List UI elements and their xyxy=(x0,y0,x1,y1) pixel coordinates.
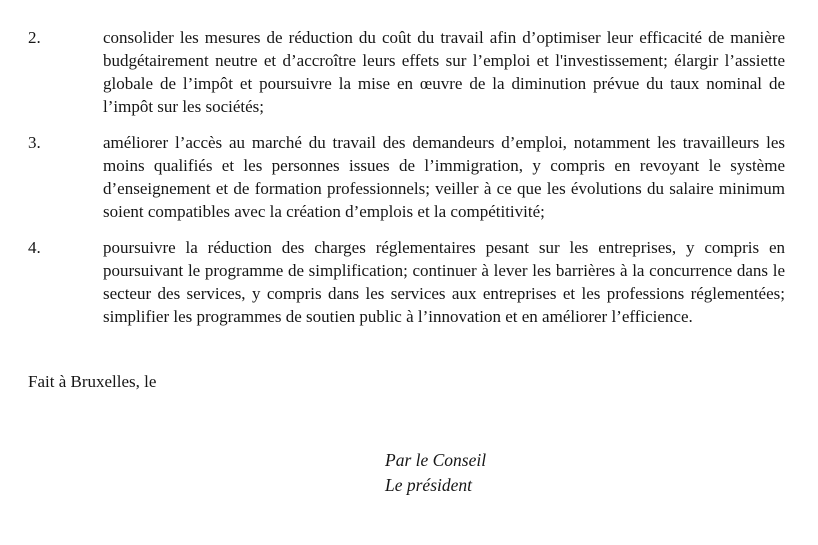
signature-line-president: Le président xyxy=(385,475,473,495)
item-number: 4. xyxy=(28,238,41,257)
item-text: améliorer l’accès au marché du travail des demandeurs d’emploi, notamment les travailleurs les moins qualifiés et les personnes issues de l’immigration, y compris en revoyant le système d’enseignement et de formation professionnels; veiller à ce que les évolutions du salaire minimum soient compatibles avec la création d’emplois et la compétitivité; xyxy=(103,133,785,221)
item-text: poursuivre la réduction des charges réglementaires pesant sur les entreprises, y compris en poursuivant le programme de simplification; continuer à lever les barrières à la concurrence dans le secteur des services, y compris dans les services aux entreprises et les professions réglementées; simplifier les programmes de soutien public à l’innovation et en améliorer l’efficience. xyxy=(103,238,785,326)
signature-line-council: Par le Conseil xyxy=(385,450,487,470)
item-number: 2. xyxy=(28,28,41,47)
list-item xyxy=(28,131,785,223)
signature-block xyxy=(385,448,785,498)
list-item xyxy=(28,236,785,328)
item-text: consolider les mesures de réduction du coût du travail afin d’optimiser leur efficacité de manière budgétairement neutre et d’accroître leurs effets sur l’emploi et l'investissement; élargir l’assiette globale de l’impôt et poursuivre la mise en œuvre de la diminution prévue du taux nominal de l’impôt sur les sociétés; xyxy=(103,28,785,116)
item-number: 3. xyxy=(28,133,41,152)
list-item xyxy=(28,26,785,118)
closing-line: Fait à Bruxelles, le xyxy=(28,372,157,391)
